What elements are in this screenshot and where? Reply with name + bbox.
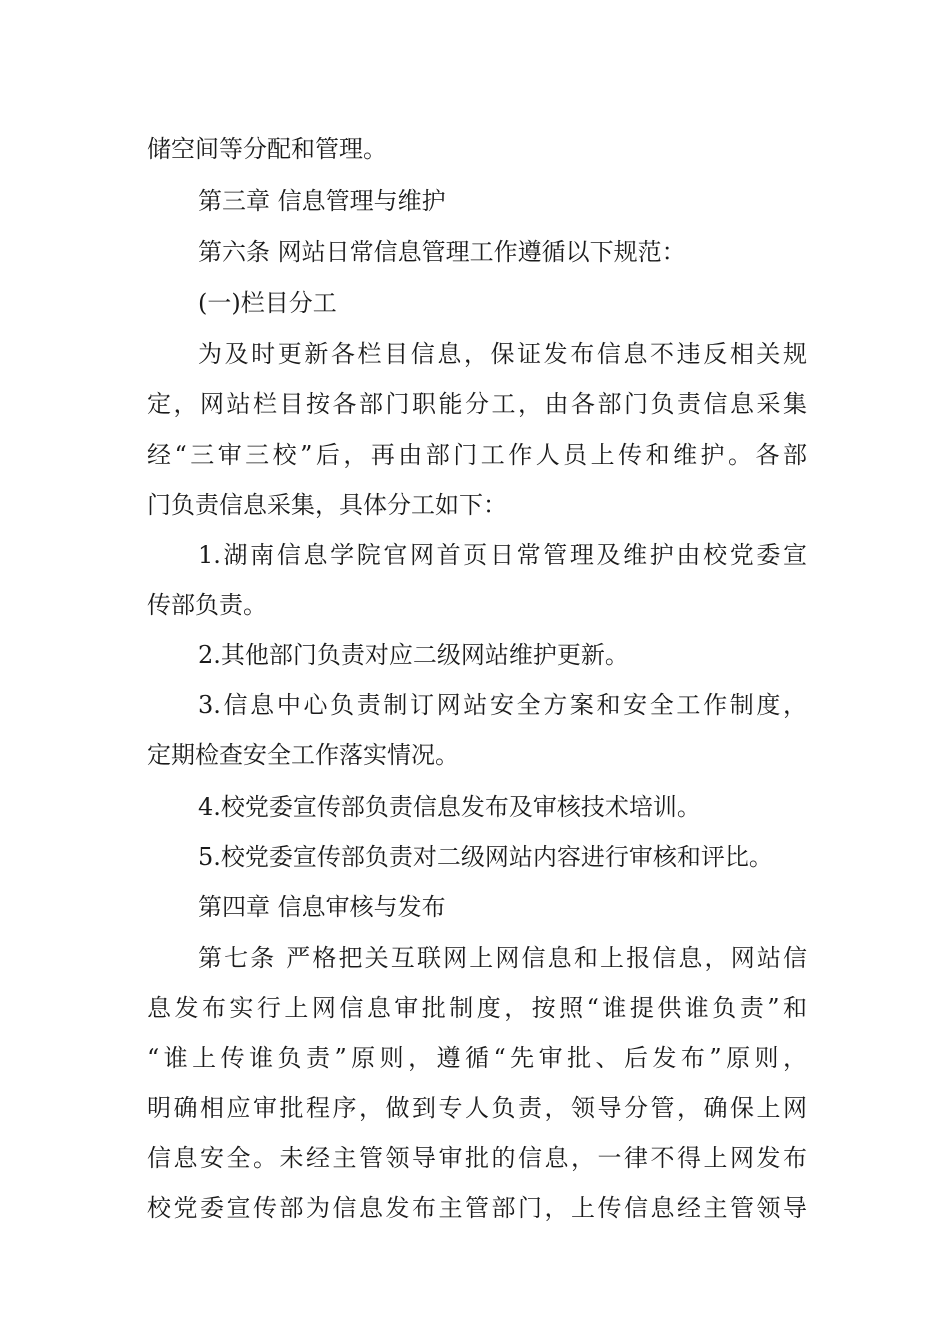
list-item: 1.湖南信息学院官网首页日常管理及维护由校党委宣 (198, 541, 807, 569)
text-line: 信息安全。未经主管领导审批的信息，一律不得上网发布 (147, 1144, 807, 1172)
chapter-heading: 第三章 信息管理与维护 (198, 187, 446, 215)
text-line: 经“三审三校”后，再由部门工作人员上传和维护。各部 (147, 441, 807, 469)
list-item: 3.信息中心负责制订网站安全方案和安全工作制度， (198, 691, 807, 719)
text-line: 定期检查安全工作落实情况。 (147, 741, 459, 769)
text-line: 门负责信息采集，具体分工如下： (147, 491, 507, 519)
article-heading: 第七条 严格把关互联网上网信息和上报信息，网站信 (198, 944, 807, 972)
text-line: 传部负责。 (147, 591, 267, 619)
text-line: 息发布实行上网信息审批制度，按照“谁提供谁负责”和 (147, 994, 807, 1022)
text-line: 为及时更新各栏目信息，保证发布信息不违反相关规 (198, 340, 807, 368)
text-line: 定，网站栏目按各部门职能分工，由各部门负责信息采集 (147, 390, 807, 418)
text-line: 明确相应审批程序，做到专人负责，领导分管，确保上网 (147, 1094, 807, 1122)
list-item: 2.其他部门负责对应二级网站维护更新。 (198, 641, 629, 669)
text-line: 储空间等分配和管理。 (147, 135, 387, 163)
chapter-heading: 第四章 信息审核与发布 (198, 893, 446, 921)
text-line: “谁上传谁负责”原则，遵循“先审批、后发布”原则， (147, 1044, 807, 1072)
list-item: 4.校党委宣传部负责信息发布及审核技术培训。 (198, 793, 701, 821)
list-item: 5.校党委宣传部负责对二级网站内容进行审核和评比。 (198, 843, 773, 871)
section-heading: (一)栏目分工 (198, 289, 337, 317)
text-line: 校党委宣传部为信息发布主管部门，上传信息经主管领导 (147, 1194, 807, 1222)
article-heading: 第六条 网站日常信息管理工作遵循以下规范： (198, 238, 686, 266)
